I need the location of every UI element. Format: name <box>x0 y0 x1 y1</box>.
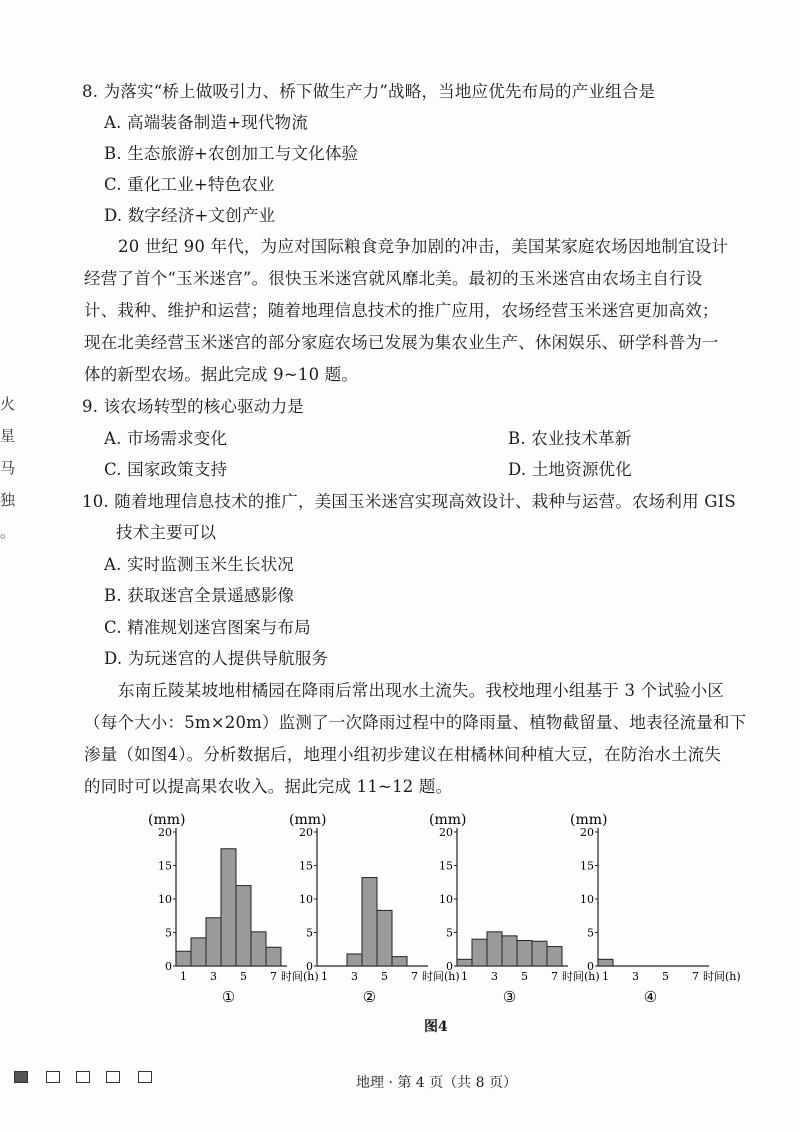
passage1-line-1: 20 世纪 90 年代，为应对国际粮食竞争加剧的冲击，美国某家庭农场因地制宜设计 <box>118 237 729 256</box>
y-tick-label: 5 <box>165 926 172 940</box>
x-tick-label: 3 <box>351 970 358 983</box>
histogram-bar <box>236 886 251 966</box>
footer-square-marker <box>138 1071 152 1083</box>
chart-title: ② <box>362 988 377 1006</box>
y-tick-label: 15 <box>158 859 172 873</box>
q10-option-a: A. 实时监测玉米生长状况 <box>104 555 295 574</box>
y-tick-label: 5 <box>587 926 594 940</box>
q9-stem: 9. 该农场转型的核心驱动力是 <box>82 397 304 416</box>
chart-title: ③ <box>502 988 517 1006</box>
x-axis-label: 时间(h) <box>281 970 319 983</box>
y-tick-label: 0 <box>306 960 313 973</box>
histogram-bar <box>206 918 221 966</box>
x-tick-label: 7 <box>551 970 558 983</box>
y-tick-label: 10 <box>439 893 453 906</box>
y-tick-label: 0 <box>587 960 594 973</box>
histogram-bar <box>457 959 472 966</box>
q9-option-a: A. 市场需求变化 <box>104 429 228 448</box>
page-footer: 地理 · 第 4 页（共 8 页） <box>356 1075 517 1091</box>
passage1-line-2: 经营了首个“玉米迷宫”。很快玉米迷宫就风靡北美。最初的玉米迷宫由农场主自行设 <box>84 269 703 288</box>
y-tick-label: 15 <box>299 859 313 873</box>
margin-char: 星 <box>0 427 16 445</box>
margin-char: 火 <box>0 395 16 413</box>
x-tick-label: 3 <box>210 970 217 983</box>
histogram-bar <box>191 938 206 966</box>
footer-square-marker <box>106 1071 120 1083</box>
histogram-bar <box>487 932 502 966</box>
margin-char: 独 <box>0 491 16 509</box>
q10-stem-line-1: 10. 随着地理信息技术的推广，美国玉米迷宫实现高效设计、栽种与运营。农场利用 GIS <box>82 492 736 511</box>
histogram-bar <box>176 951 191 966</box>
y-tick-label: 0 <box>446 960 453 973</box>
x-tick-label: 7 <box>270 970 277 983</box>
x-tick-label: 5 <box>521 970 528 983</box>
footer-square-marker <box>14 1071 28 1083</box>
x-tick-label: 3 <box>632 970 639 983</box>
passage2-line-1: 东南丘陵某坡地柑橘园在降雨后常出现水土流失。我校地理小组基于 3 个试验小区 <box>118 681 725 700</box>
histogram-bar <box>502 936 517 966</box>
y-tick-label: 15 <box>580 859 594 873</box>
x-tick-label: 1 <box>461 970 468 983</box>
histogram-bar <box>251 932 266 966</box>
y-tick-label: 20 <box>299 826 313 839</box>
passage2-line-4: 的同时可以提高果农收入。据此完成 11~12 题。 <box>84 777 453 796</box>
x-axis-label: 时间(h) <box>703 970 741 983</box>
q9-option-b: B. 农业技术革新 <box>508 429 632 448</box>
histogram-bar <box>532 941 547 966</box>
y-axis-label: (mm) <box>570 812 608 828</box>
y-tick-label: 0 <box>165 960 172 973</box>
histogram-bar <box>517 941 532 966</box>
q8-option-c: C. 重化工业+特色农业 <box>104 175 275 194</box>
y-tick-label: 15 <box>439 859 453 873</box>
y-axis-label: (mm) <box>289 812 327 828</box>
x-axis-label: 时间(h) <box>422 970 460 983</box>
margin-char: 马 <box>0 459 16 477</box>
q8-stem: 8. 为落实“桥上做吸引力、桥下做生产力”战略，当地应优先布局的产业组合是 <box>82 82 656 101</box>
figure-caption: 图4 <box>424 1019 448 1035</box>
x-axis-label: 时间(h) <box>562 970 600 983</box>
histogram-bar <box>598 959 613 966</box>
y-tick-label: 10 <box>299 893 313 906</box>
histogram-bar <box>472 939 487 966</box>
y-tick-label: 20 <box>158 826 172 839</box>
histogram-bar <box>221 849 236 966</box>
x-tick-label: 1 <box>602 970 609 983</box>
histogram-bar <box>392 957 407 966</box>
q10-option-c: C. 精准规划迷宫图案与布局 <box>104 618 311 637</box>
q8-option-b: B. 生态旅游+农创加工与文化体验 <box>104 144 359 163</box>
q9-option-c: C. 国家政策支持 <box>104 460 228 479</box>
x-tick-label: 5 <box>240 970 247 983</box>
passage1-line-5: 体的新型农场。据此完成 9~10 题。 <box>84 365 359 384</box>
q8-option-a: A. 高端装备制造+现代物流 <box>104 113 309 132</box>
q10-option-b: B. 获取迷宫全景遥感影像 <box>104 586 295 605</box>
chart-title: ④ <box>643 988 658 1006</box>
histogram-bar <box>547 947 562 966</box>
histogram-bar <box>347 954 362 966</box>
passage1-line-3: 计、栽种、维护和运营；随着地理信息技术的推广应用，农场经营玉米迷宫更加高效； <box>84 301 719 320</box>
x-tick-label: 3 <box>491 970 498 983</box>
y-tick-label: 10 <box>158 893 172 906</box>
y-axis-label: (mm) <box>148 812 186 828</box>
histogram-bar <box>266 947 281 966</box>
passage1-line-4: 现在北美经营玉米迷宫的部分家庭农场已发展为集农业生产、休闲娱乐、研学科普为一 <box>84 333 719 352</box>
x-tick-label: 1 <box>321 970 328 983</box>
footer-square-marker <box>46 1071 60 1083</box>
q9-option-d: D. 土地资源优化 <box>508 460 632 479</box>
q10-option-d: D. 为玩迷宫的人提供导航服务 <box>104 649 329 668</box>
histogram-bar <box>362 878 377 966</box>
y-axis-label: (mm) <box>429 812 467 828</box>
footer-square-marker <box>76 1071 90 1083</box>
x-tick-label: 5 <box>662 970 669 983</box>
x-tick-label: 1 <box>180 970 187 983</box>
y-tick-label: 10 <box>580 893 594 906</box>
histogram-bar <box>377 910 392 966</box>
passage2-line-3: 渗量（如图4）。分析数据后，地理小组初步建议在柑橘林间种植大豆，在防治水土流失 <box>84 745 722 764</box>
y-tick-label: 5 <box>446 926 453 940</box>
x-tick-label: 7 <box>692 970 699 983</box>
histogram-plot-4 <box>562 808 741 1008</box>
y-tick-label: 5 <box>306 926 313 940</box>
y-tick-label: 20 <box>580 826 594 839</box>
chart-title: ① <box>221 988 236 1006</box>
y-tick-label: 20 <box>439 826 453 839</box>
x-tick-label: 7 <box>411 970 418 983</box>
x-tick-label: 5 <box>381 970 388 983</box>
q8-option-d: D. 数字经济+文创产业 <box>104 206 276 225</box>
q10-stem-line-2: 技术主要可以 <box>116 523 217 542</box>
passage2-line-2: （每个大小：5m×20m）监测了一次降雨过程中的降雨量、植物截留量、地表径流量和下 <box>84 713 747 732</box>
margin-char: 。 <box>0 523 16 541</box>
